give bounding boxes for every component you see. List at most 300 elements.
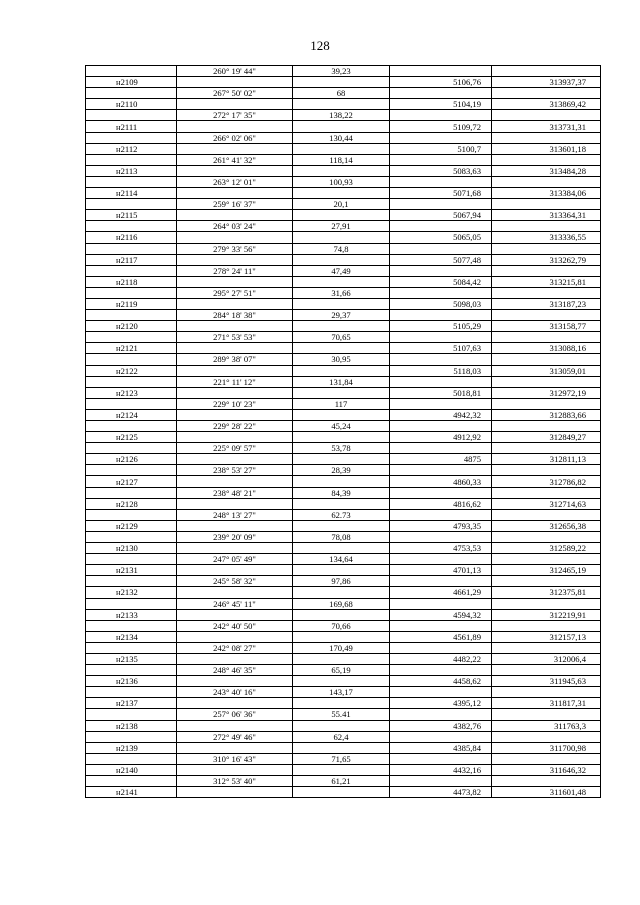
point-name-cell: н2123 bbox=[86, 387, 177, 398]
y-coordinate-cell bbox=[492, 620, 601, 631]
y-coordinate-cell: 311945,63 bbox=[492, 676, 601, 687]
y-coordinate-cell bbox=[492, 154, 601, 165]
direction-angle-cell bbox=[177, 77, 293, 88]
x-coordinate-cell: 5118,03 bbox=[390, 365, 492, 376]
point-name-cell bbox=[86, 487, 177, 498]
direction-angle-cell bbox=[177, 99, 293, 110]
distance-cell bbox=[293, 653, 390, 664]
y-coordinate-cell bbox=[492, 598, 601, 609]
y-coordinate-cell bbox=[492, 776, 601, 787]
x-coordinate-cell bbox=[390, 287, 492, 298]
page-number: 128 bbox=[310, 38, 330, 53]
direction-angle-cell: 289° 38' 07" bbox=[177, 354, 293, 365]
x-coordinate-cell: 5018,81 bbox=[390, 387, 492, 398]
table-row bbox=[86, 631, 601, 642]
distance-cell bbox=[293, 254, 390, 265]
y-coordinate-cell: 313158,77 bbox=[492, 321, 601, 332]
distance-cell bbox=[293, 143, 390, 154]
x-coordinate-cell bbox=[390, 487, 492, 498]
direction-angle-cell: 267° 50' 02" bbox=[177, 88, 293, 99]
direction-angle-cell: 266° 02' 06" bbox=[177, 132, 293, 143]
table-row bbox=[86, 487, 601, 498]
table-row bbox=[86, 232, 601, 243]
point-name-cell bbox=[86, 398, 177, 409]
table-row bbox=[86, 776, 601, 787]
direction-angle-cell: 257° 06' 36" bbox=[177, 709, 293, 720]
point-name-cell bbox=[86, 310, 177, 321]
point-name-cell bbox=[86, 132, 177, 143]
x-coordinate-cell: 4561,89 bbox=[390, 631, 492, 642]
direction-angle-cell: 295° 27' 51" bbox=[177, 287, 293, 298]
distance-cell: 74,8 bbox=[293, 243, 390, 254]
table-row bbox=[86, 554, 601, 565]
point-name-cell bbox=[86, 642, 177, 653]
table-row bbox=[86, 787, 601, 798]
distance-cell: 138,22 bbox=[293, 110, 390, 121]
point-name-cell bbox=[86, 421, 177, 432]
table-row bbox=[86, 731, 601, 742]
table-row bbox=[86, 99, 601, 110]
point-name-cell bbox=[86, 509, 177, 520]
distance-cell: 70,66 bbox=[293, 620, 390, 631]
x-coordinate-cell bbox=[390, 110, 492, 121]
direction-angle-cell: 239° 20' 09" bbox=[177, 531, 293, 542]
x-coordinate-cell: 5077,48 bbox=[390, 254, 492, 265]
distance-cell: 30,95 bbox=[293, 354, 390, 365]
table-row bbox=[86, 66, 601, 77]
distance-cell: 53,78 bbox=[293, 443, 390, 454]
y-coordinate-cell bbox=[492, 421, 601, 432]
x-coordinate-cell: 5083,63 bbox=[390, 165, 492, 176]
distance-cell bbox=[293, 454, 390, 465]
x-coordinate-cell bbox=[390, 509, 492, 520]
y-coordinate-cell bbox=[492, 376, 601, 387]
distance-cell bbox=[293, 188, 390, 199]
distance-cell: 117 bbox=[293, 398, 390, 409]
distance-cell bbox=[293, 276, 390, 287]
distance-cell bbox=[293, 787, 390, 798]
direction-angle-cell bbox=[177, 565, 293, 576]
distance-cell: 45,24 bbox=[293, 421, 390, 432]
direction-angle-cell bbox=[177, 698, 293, 709]
y-coordinate-cell: 312714,63 bbox=[492, 498, 601, 509]
point-name-cell bbox=[86, 776, 177, 787]
y-coordinate-cell: 313484,28 bbox=[492, 165, 601, 176]
y-coordinate-cell bbox=[492, 332, 601, 343]
direction-angle-cell bbox=[177, 631, 293, 642]
direction-angle-cell: 245° 58' 32" bbox=[177, 576, 293, 587]
y-coordinate-cell bbox=[492, 132, 601, 143]
distance-cell: 39,23 bbox=[293, 66, 390, 77]
distance-cell bbox=[293, 387, 390, 398]
point-name-cell: н2135 bbox=[86, 653, 177, 664]
table-row bbox=[86, 531, 601, 542]
distance-cell bbox=[293, 365, 390, 376]
distance-cell bbox=[293, 498, 390, 509]
y-coordinate-cell bbox=[492, 176, 601, 187]
y-coordinate-cell: 312589,22 bbox=[492, 543, 601, 554]
x-coordinate-cell: 5109,72 bbox=[390, 121, 492, 132]
y-coordinate-cell: 312157,13 bbox=[492, 631, 601, 642]
x-coordinate-cell bbox=[390, 753, 492, 764]
point-name-cell: н2131 bbox=[86, 565, 177, 576]
x-coordinate-cell bbox=[390, 332, 492, 343]
direction-angle-cell: 259° 16' 37" bbox=[177, 199, 293, 210]
direction-angle-cell bbox=[177, 276, 293, 287]
direction-angle-cell bbox=[177, 676, 293, 687]
x-coordinate-cell: 5071,68 bbox=[390, 188, 492, 199]
direction-angle-cell bbox=[177, 121, 293, 132]
x-coordinate-cell bbox=[390, 731, 492, 742]
x-coordinate-cell bbox=[390, 132, 492, 143]
x-coordinate-cell bbox=[390, 376, 492, 387]
x-coordinate-cell: 5067,94 bbox=[390, 210, 492, 221]
y-coordinate-cell: 312656,38 bbox=[492, 520, 601, 531]
x-coordinate-cell: 4594,32 bbox=[390, 609, 492, 620]
x-coordinate-cell bbox=[390, 243, 492, 254]
y-coordinate-cell: 313215,81 bbox=[492, 276, 601, 287]
table-row bbox=[86, 454, 601, 465]
direction-angle-cell: 238° 53' 27" bbox=[177, 465, 293, 476]
x-coordinate-cell: 5098,03 bbox=[390, 298, 492, 309]
direction-angle-cell bbox=[177, 343, 293, 354]
y-coordinate-cell bbox=[492, 265, 601, 276]
y-coordinate-cell bbox=[492, 310, 601, 321]
distance-cell: 170,49 bbox=[293, 642, 390, 653]
y-coordinate-cell bbox=[492, 88, 601, 99]
y-coordinate-cell: 312219,91 bbox=[492, 609, 601, 620]
y-coordinate-cell bbox=[492, 199, 601, 210]
point-name-cell bbox=[86, 265, 177, 276]
distance-cell: 71,65 bbox=[293, 753, 390, 764]
distance-cell bbox=[293, 609, 390, 620]
table-row bbox=[86, 443, 601, 454]
table-row bbox=[86, 421, 601, 432]
direction-angle-cell: 284° 18' 38" bbox=[177, 310, 293, 321]
x-coordinate-cell bbox=[390, 776, 492, 787]
direction-angle-cell: 238° 48' 21" bbox=[177, 487, 293, 498]
point-name-cell: н2111 bbox=[86, 121, 177, 132]
x-coordinate-cell bbox=[390, 554, 492, 565]
direction-angle-cell bbox=[177, 432, 293, 443]
point-name-cell: н2130 bbox=[86, 543, 177, 554]
distance-cell: 62,4 bbox=[293, 731, 390, 742]
x-coordinate-cell bbox=[390, 176, 492, 187]
distance-cell: 65,19 bbox=[293, 665, 390, 676]
direction-angle-cell bbox=[177, 298, 293, 309]
table-row bbox=[86, 165, 601, 176]
x-coordinate-cell: 4382,76 bbox=[390, 720, 492, 731]
distance-cell: 78,08 bbox=[293, 531, 390, 542]
distance-cell: 61,21 bbox=[293, 776, 390, 787]
point-name-cell bbox=[86, 598, 177, 609]
x-coordinate-cell: 4912,92 bbox=[390, 432, 492, 443]
direction-angle-cell bbox=[177, 720, 293, 731]
distance-cell: 27,91 bbox=[293, 221, 390, 232]
y-coordinate-cell bbox=[492, 687, 601, 698]
direction-angle-cell bbox=[177, 165, 293, 176]
y-coordinate-cell bbox=[492, 287, 601, 298]
distance-cell bbox=[293, 764, 390, 775]
point-name-cell: н2119 bbox=[86, 298, 177, 309]
distance-cell bbox=[293, 298, 390, 309]
point-name-cell: н2129 bbox=[86, 520, 177, 531]
x-coordinate-cell bbox=[390, 443, 492, 454]
x-coordinate-cell bbox=[390, 642, 492, 653]
point-name-cell: н2140 bbox=[86, 764, 177, 775]
point-name-cell: н2110 bbox=[86, 99, 177, 110]
y-coordinate-cell: 313731,31 bbox=[492, 121, 601, 132]
x-coordinate-cell: 4458,62 bbox=[390, 676, 492, 687]
direction-angle-cell: 242° 08' 27" bbox=[177, 642, 293, 653]
point-name-cell: н2120 bbox=[86, 321, 177, 332]
direction-angle-cell: 260° 19' 44" bbox=[177, 66, 293, 77]
point-name-cell bbox=[86, 154, 177, 165]
table-row bbox=[86, 210, 601, 221]
distance-cell bbox=[293, 165, 390, 176]
table-row bbox=[86, 576, 601, 587]
distance-cell bbox=[293, 99, 390, 110]
x-coordinate-cell: 5100,7 bbox=[390, 143, 492, 154]
y-coordinate-cell: 313059,01 bbox=[492, 365, 601, 376]
table-row bbox=[86, 132, 601, 143]
point-name-cell: н2121 bbox=[86, 343, 177, 354]
y-coordinate-cell: 312786,82 bbox=[492, 476, 601, 487]
point-name-cell bbox=[86, 554, 177, 565]
distance-cell: 169,68 bbox=[293, 598, 390, 609]
y-coordinate-cell: 313187,23 bbox=[492, 298, 601, 309]
point-name-cell bbox=[86, 221, 177, 232]
x-coordinate-cell bbox=[390, 398, 492, 409]
distance-cell bbox=[293, 631, 390, 642]
distance-cell: 68 bbox=[293, 88, 390, 99]
table-row bbox=[86, 498, 601, 509]
direction-angle-cell bbox=[177, 543, 293, 554]
x-coordinate-cell bbox=[390, 709, 492, 720]
direction-angle-cell bbox=[177, 653, 293, 664]
x-coordinate-cell bbox=[390, 221, 492, 232]
direction-angle-cell bbox=[177, 764, 293, 775]
distance-cell bbox=[293, 121, 390, 132]
x-coordinate-cell: 5084,42 bbox=[390, 276, 492, 287]
x-coordinate-cell bbox=[390, 66, 492, 77]
distance-cell: 131,84 bbox=[293, 376, 390, 387]
y-coordinate-cell: 312375,81 bbox=[492, 587, 601, 598]
point-name-cell: н2122 bbox=[86, 365, 177, 376]
direction-angle-cell bbox=[177, 787, 293, 798]
y-coordinate-cell bbox=[492, 221, 601, 232]
direction-angle-cell bbox=[177, 409, 293, 420]
table-row bbox=[86, 243, 601, 254]
distance-cell bbox=[293, 232, 390, 243]
distance-cell bbox=[293, 77, 390, 88]
x-coordinate-cell bbox=[390, 421, 492, 432]
table-row bbox=[86, 642, 601, 653]
table-row bbox=[86, 354, 601, 365]
y-coordinate-cell bbox=[492, 509, 601, 520]
y-coordinate-cell: 312883,66 bbox=[492, 409, 601, 420]
direction-angle-cell: 261° 41' 32" bbox=[177, 154, 293, 165]
x-coordinate-cell bbox=[390, 265, 492, 276]
point-name-cell bbox=[86, 731, 177, 742]
direction-angle-cell bbox=[177, 254, 293, 265]
table-row bbox=[86, 742, 601, 753]
x-coordinate-cell: 4385,84 bbox=[390, 742, 492, 753]
distance-cell: 31,66 bbox=[293, 287, 390, 298]
y-coordinate-cell bbox=[492, 576, 601, 587]
y-coordinate-cell bbox=[492, 243, 601, 254]
x-coordinate-cell: 4860,33 bbox=[390, 476, 492, 487]
direction-angle-cell: 247° 05' 49" bbox=[177, 554, 293, 565]
x-coordinate-cell: 4432,16 bbox=[390, 764, 492, 775]
y-coordinate-cell: 311601,48 bbox=[492, 787, 601, 798]
point-name-cell: н2118 bbox=[86, 276, 177, 287]
distance-cell: 55.41 bbox=[293, 709, 390, 720]
distance-cell bbox=[293, 698, 390, 709]
direction-angle-cell: 248° 13' 27" bbox=[177, 509, 293, 520]
y-coordinate-cell: 313364,31 bbox=[492, 210, 601, 221]
direction-angle-cell: 242° 40' 50" bbox=[177, 620, 293, 631]
x-coordinate-cell: 4473,82 bbox=[390, 787, 492, 798]
distance-cell: 143,17 bbox=[293, 687, 390, 698]
table-row bbox=[86, 587, 601, 598]
table-row bbox=[86, 387, 601, 398]
direction-angle-cell bbox=[177, 210, 293, 221]
point-name-cell bbox=[86, 332, 177, 343]
distance-cell: 97,86 bbox=[293, 576, 390, 587]
table-row bbox=[86, 653, 601, 664]
point-name-cell bbox=[86, 354, 177, 365]
coordinates-table-body bbox=[86, 66, 601, 798]
table-row bbox=[86, 310, 601, 321]
table-row bbox=[86, 254, 601, 265]
point-name-cell bbox=[86, 66, 177, 77]
distance-cell bbox=[293, 343, 390, 354]
table-row bbox=[86, 188, 601, 199]
point-name-cell bbox=[86, 443, 177, 454]
point-name-cell bbox=[86, 753, 177, 764]
distance-cell bbox=[293, 742, 390, 753]
direction-angle-cell bbox=[177, 742, 293, 753]
table-row bbox=[86, 398, 601, 409]
point-name-cell bbox=[86, 199, 177, 210]
table-row bbox=[86, 409, 601, 420]
table-row bbox=[86, 609, 601, 620]
y-coordinate-cell bbox=[492, 354, 601, 365]
table-row bbox=[86, 476, 601, 487]
point-name-cell bbox=[86, 620, 177, 631]
direction-angle-cell bbox=[177, 476, 293, 487]
coordinates-table bbox=[85, 65, 601, 798]
point-name-cell bbox=[86, 110, 177, 121]
y-coordinate-cell: 311817,31 bbox=[492, 698, 601, 709]
y-coordinate-cell bbox=[492, 443, 601, 454]
x-coordinate-cell bbox=[390, 531, 492, 542]
point-name-cell bbox=[86, 531, 177, 542]
direction-angle-cell: 229° 10' 23" bbox=[177, 398, 293, 409]
table-row bbox=[86, 287, 601, 298]
direction-angle-cell: 278° 24' 11" bbox=[177, 265, 293, 276]
table-row bbox=[86, 687, 601, 698]
table-row bbox=[86, 77, 601, 88]
direction-angle-cell: 225° 09' 57" bbox=[177, 443, 293, 454]
table-row bbox=[86, 598, 601, 609]
point-name-cell bbox=[86, 243, 177, 254]
direction-angle-cell: 264° 03' 24" bbox=[177, 221, 293, 232]
point-name-cell bbox=[86, 687, 177, 698]
y-coordinate-cell: 313088,16 bbox=[492, 343, 601, 354]
table-row bbox=[86, 764, 601, 775]
y-coordinate-cell bbox=[492, 465, 601, 476]
table-row bbox=[86, 221, 601, 232]
table-row bbox=[86, 709, 601, 720]
table-row bbox=[86, 343, 601, 354]
y-coordinate-cell: 313336,55 bbox=[492, 232, 601, 243]
table-row bbox=[86, 698, 601, 709]
table-row bbox=[86, 432, 601, 443]
y-coordinate-cell: 312849,27 bbox=[492, 432, 601, 443]
distance-cell bbox=[293, 565, 390, 576]
distance-cell bbox=[293, 432, 390, 443]
point-name-cell: н2134 bbox=[86, 631, 177, 642]
distance-cell bbox=[293, 543, 390, 554]
distance-cell: 29,37 bbox=[293, 310, 390, 321]
point-name-cell bbox=[86, 665, 177, 676]
table-row bbox=[86, 520, 601, 531]
x-coordinate-cell: 4395,12 bbox=[390, 698, 492, 709]
x-coordinate-cell bbox=[390, 665, 492, 676]
table-row bbox=[86, 676, 601, 687]
direction-angle-cell bbox=[177, 520, 293, 531]
table-row bbox=[86, 298, 601, 309]
y-coordinate-cell bbox=[492, 398, 601, 409]
direction-angle-cell bbox=[177, 365, 293, 376]
distance-cell bbox=[293, 476, 390, 487]
distance-cell: 28,39 bbox=[293, 465, 390, 476]
table-row bbox=[86, 265, 601, 276]
point-name-cell: н2113 bbox=[86, 165, 177, 176]
x-coordinate-cell: 5107,63 bbox=[390, 343, 492, 354]
point-name-cell bbox=[86, 709, 177, 720]
x-coordinate-cell bbox=[390, 199, 492, 210]
x-coordinate-cell: 4875 bbox=[390, 454, 492, 465]
y-coordinate-cell: 313601,18 bbox=[492, 143, 601, 154]
distance-cell bbox=[293, 321, 390, 332]
direction-angle-cell: 229° 28' 22" bbox=[177, 421, 293, 432]
y-coordinate-cell: 311763,3 bbox=[492, 720, 601, 731]
table-row bbox=[86, 276, 601, 287]
direction-angle-cell: 310° 16' 43" bbox=[177, 753, 293, 764]
distance-cell: 100,93 bbox=[293, 176, 390, 187]
direction-angle-cell: 221° 11' 12" bbox=[177, 376, 293, 387]
distance-cell bbox=[293, 520, 390, 531]
y-coordinate-cell bbox=[492, 66, 601, 77]
distance-cell: 20,1 bbox=[293, 199, 390, 210]
y-coordinate-cell bbox=[492, 753, 601, 764]
table-row bbox=[86, 176, 601, 187]
table-row bbox=[86, 121, 601, 132]
direction-angle-cell: 246° 45' 11" bbox=[177, 598, 293, 609]
direction-angle-cell bbox=[177, 188, 293, 199]
table-row bbox=[86, 509, 601, 520]
x-coordinate-cell: 4942,32 bbox=[390, 409, 492, 420]
distance-cell: 130,44 bbox=[293, 132, 390, 143]
y-coordinate-cell bbox=[492, 110, 601, 121]
point-name-cell: н2109 bbox=[86, 77, 177, 88]
x-coordinate-cell: 5065,05 bbox=[390, 232, 492, 243]
distance-cell bbox=[293, 587, 390, 598]
x-coordinate-cell bbox=[390, 88, 492, 99]
